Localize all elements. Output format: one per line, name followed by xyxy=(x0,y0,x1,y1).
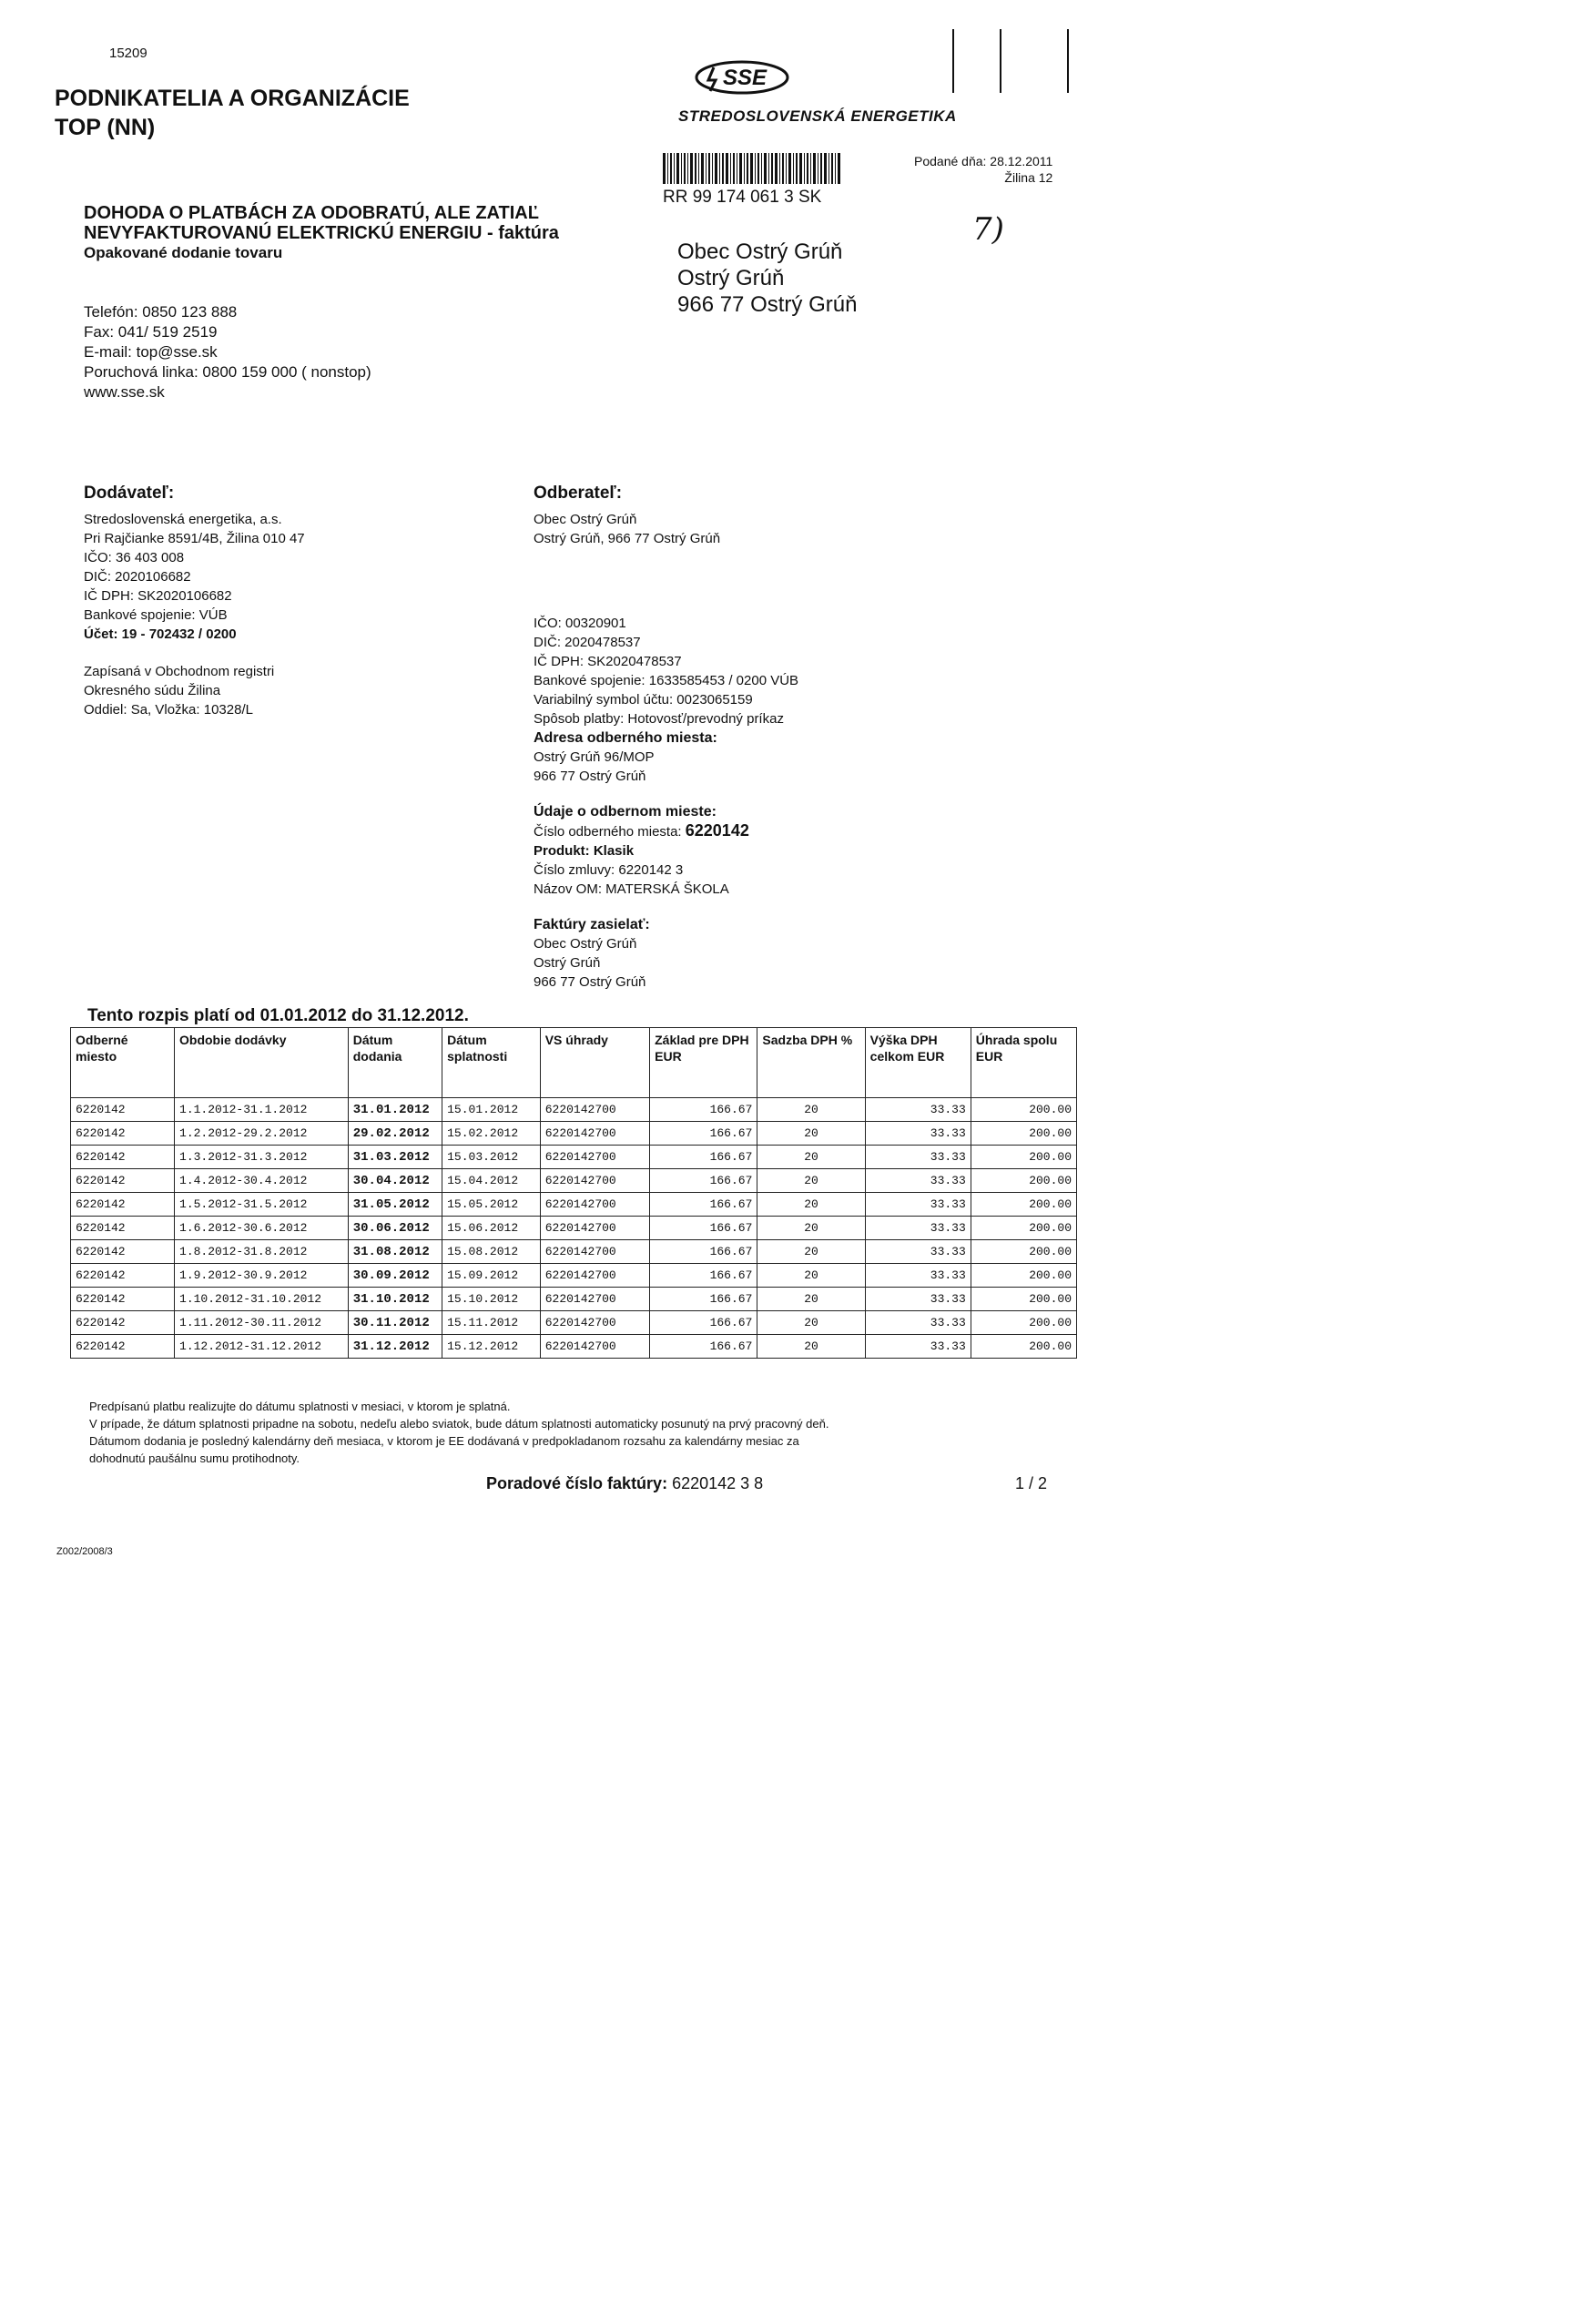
corner-mark xyxy=(1067,29,1069,93)
table-cell: 6220142700 xyxy=(540,1098,649,1122)
table-cell: 6220142 xyxy=(71,1288,175,1311)
supplier-ico: IČO: 36 403 008 xyxy=(84,550,185,565)
barcode-icon xyxy=(663,153,841,184)
handwritten-mark: 7) xyxy=(972,211,1004,248)
sse-logo xyxy=(692,56,792,103)
table-cell: 1.5.2012-31.5.2012 xyxy=(175,1193,349,1217)
contact-web: www.sse.sk xyxy=(84,383,165,401)
table-cell: 30.06.2012 xyxy=(348,1217,442,1240)
table-cell: 6220142 xyxy=(71,1193,175,1217)
column-header: Obdobie dodávky xyxy=(175,1028,349,1098)
segment-title-line1: PODNIKATELIA A ORGANIZÁCIE xyxy=(55,86,410,111)
table-cell: 6220142700 xyxy=(540,1240,649,1264)
table-cell: 200.00 xyxy=(971,1264,1076,1288)
table-cell: 30.09.2012 xyxy=(348,1264,442,1288)
table-cell: 6220142700 xyxy=(540,1169,649,1193)
table-cell: 20 xyxy=(757,1122,865,1146)
page-indicator: 1 / 2 xyxy=(1015,1474,1048,1492)
table-cell: 6220142 xyxy=(71,1098,175,1122)
supplier-account: Účet: 19 - 702432 / 0200 xyxy=(84,626,237,642)
table-cell: 20 xyxy=(757,1264,865,1288)
table-cell: 6220142700 xyxy=(540,1193,649,1217)
supplier-address: Pri Rajčianke 8591/4B, Žilina 010 47 xyxy=(84,531,305,546)
table-cell: 1.10.2012-31.10.2012 xyxy=(175,1288,349,1311)
table-cell: 30.11.2012 xyxy=(348,1311,442,1335)
document-number: 15209 xyxy=(109,46,147,61)
table-cell: 15.09.2012 xyxy=(442,1264,541,1288)
table-cell: 30.04.2012 xyxy=(348,1169,442,1193)
submitted-stamp xyxy=(914,153,1052,186)
table-row xyxy=(71,1122,1077,1146)
document-heading xyxy=(84,203,559,263)
supplier-dic: DIČ: 2020106682 xyxy=(84,569,191,585)
product-label: Produkt: xyxy=(534,843,590,859)
submitted-place: Žilina 12 xyxy=(1004,170,1053,185)
column-header: Sadzba DPH % xyxy=(757,1028,865,1098)
table-cell: 15.11.2012 xyxy=(442,1311,541,1335)
submitted-date: Podané dňa: 28.12.2011 xyxy=(914,154,1053,168)
table-cell: 6220142700 xyxy=(540,1264,649,1288)
column-header: Výška DPH celkom EUR xyxy=(865,1028,971,1098)
table-cell: 31.03.2012 xyxy=(348,1146,442,1169)
customer-ico: IČO: 00320901 xyxy=(534,616,626,631)
contact-block xyxy=(84,302,371,402)
table-row xyxy=(71,1264,1077,1288)
table-cell: 166.67 xyxy=(650,1335,757,1359)
table-cell: 166.67 xyxy=(650,1217,757,1240)
customer-dic: DIČ: 2020478537 xyxy=(534,635,641,650)
sse-logo-icon xyxy=(692,56,792,98)
table-row xyxy=(71,1335,1077,1359)
column-header: Dátum splatnosti xyxy=(442,1028,541,1098)
table-cell: 33.33 xyxy=(865,1146,971,1169)
table-cell: 6220142 xyxy=(71,1335,175,1359)
customer-payment-method: Spôsob platby: Hotovosť/prevodný príkaz xyxy=(534,711,784,727)
table-cell: 1.3.2012-31.3.2012 xyxy=(175,1146,349,1169)
table-cell: 20 xyxy=(757,1217,865,1240)
table-cell: 200.00 xyxy=(971,1335,1076,1359)
table-cell: 200.00 xyxy=(971,1288,1076,1311)
customer-block xyxy=(534,483,798,992)
invoice-send-line3: 966 77 Ostrý Grúň xyxy=(534,974,646,990)
table-cell: 1.12.2012-31.12.2012 xyxy=(175,1335,349,1359)
form-code: Z002/2008/3 xyxy=(56,1546,113,1557)
logo-text: SSE xyxy=(722,66,768,90)
delivery-point-name: Názov OM: MATERSKÁ ŠKOLA xyxy=(534,881,729,897)
table-cell: 200.00 xyxy=(971,1122,1076,1146)
table-cell: 166.67 xyxy=(650,1264,757,1288)
table-cell: 1.8.2012-31.8.2012 xyxy=(175,1240,349,1264)
table-cell: 15.02.2012 xyxy=(442,1122,541,1146)
customer-variable-symbol: Variabilný symbol účtu: 0023065159 xyxy=(534,692,753,708)
table-cell: 15.10.2012 xyxy=(442,1288,541,1311)
contact-hotline: Poruchová linka: 0800 159 000 ( nonstop) xyxy=(84,363,371,381)
customer-name: Obec Ostrý Grúň xyxy=(534,512,637,527)
table-cell: 15.08.2012 xyxy=(442,1240,541,1264)
column-header: Základ pre DPH EUR xyxy=(650,1028,757,1098)
barcode xyxy=(663,153,841,188)
column-header: Úhrada spolu EUR xyxy=(971,1028,1076,1098)
column-header: VS úhrady xyxy=(540,1028,649,1098)
table-cell: 31.08.2012 xyxy=(348,1240,442,1264)
supplier-heading: Dodávateľ: xyxy=(84,484,175,503)
invoice-send-line2: Ostrý Grúň xyxy=(534,955,601,971)
table-cell: 6220142 xyxy=(71,1169,175,1193)
table-cell: 20 xyxy=(757,1098,865,1122)
table-cell: 29.02.2012 xyxy=(348,1122,442,1146)
product-row xyxy=(534,841,798,861)
table-cell: 6220142700 xyxy=(540,1122,649,1146)
table-cell: 33.33 xyxy=(865,1335,971,1359)
table-cell: 33.33 xyxy=(865,1217,971,1240)
table-cell: 1.1.2012-31.1.2012 xyxy=(175,1098,349,1122)
table-cell: 15.05.2012 xyxy=(442,1193,541,1217)
customer-bank: Bankové spojenie: 1633585453 / 0200 VÚB xyxy=(534,673,799,688)
table-cell: 1.4.2012-30.4.2012 xyxy=(175,1169,349,1193)
delivery-point-number-row xyxy=(534,821,798,841)
note-line3: Dátumom dodania je posledný kalendárny deň mesiaca, v ktorom je EE dodávaná v predpokladanom rozsahu za kalendárny mesiac za xyxy=(89,1434,799,1448)
table-cell: 6220142 xyxy=(71,1240,175,1264)
table-cell: 20 xyxy=(757,1240,865,1264)
table-row xyxy=(71,1217,1077,1240)
schedule-rows xyxy=(71,1098,1077,1359)
contract-number: Číslo zmluvy: 6220142 3 xyxy=(534,862,684,878)
table-row xyxy=(71,1193,1077,1217)
company-name: STREDOSLOVENSKÁ ENERGETIKA xyxy=(678,107,957,125)
table-cell: 33.33 xyxy=(865,1193,971,1217)
customer-ic-dph: IČ DPH: SK2020478537 xyxy=(534,654,682,669)
table-cell: 6220142700 xyxy=(540,1146,649,1169)
table-cell: 6220142700 xyxy=(540,1335,649,1359)
table-header-row xyxy=(71,1028,1077,1098)
table-cell: 33.33 xyxy=(865,1311,971,1335)
table-cell: 31.12.2012 xyxy=(348,1335,442,1359)
delivery-point-number-label: Číslo odberného miesta: xyxy=(534,824,682,840)
table-cell: 166.67 xyxy=(650,1240,757,1264)
payment-notes xyxy=(89,1398,1054,1467)
table-cell: 15.06.2012 xyxy=(442,1217,541,1240)
table-cell: 20 xyxy=(757,1193,865,1217)
segment-title xyxy=(55,84,410,142)
table-cell: 31.01.2012 xyxy=(348,1098,442,1122)
supplier-block xyxy=(84,483,305,719)
customer-address: Ostrý Grúň, 966 77 Ostrý Grúň xyxy=(534,531,721,546)
supplier-registry-line1: Zapísaná v Obchodnom registri xyxy=(84,664,275,679)
delivery-address-line2: 966 77 Ostrý Grúň xyxy=(534,769,646,784)
contact-phone: Telefón: 0850 123 888 xyxy=(84,303,238,321)
table-cell: 6220142 xyxy=(71,1311,175,1335)
table-cell: 33.33 xyxy=(865,1264,971,1288)
heading-line2: NEVYFAKTUROVANÚ ELEKTRICKÚ ENERGIU - faktúra xyxy=(84,223,559,243)
table-cell: 200.00 xyxy=(971,1098,1076,1122)
table-cell: 166.67 xyxy=(650,1311,757,1335)
table-row xyxy=(71,1169,1077,1193)
table-cell: 20 xyxy=(757,1335,865,1359)
table-cell: 6220142700 xyxy=(540,1217,649,1240)
recipient-line2: Ostrý Grúň xyxy=(677,266,785,290)
product-value: Klasik xyxy=(593,843,635,859)
heading-subtitle: Opakované dodanie tovaru xyxy=(84,244,283,261)
table-cell: 200.00 xyxy=(971,1193,1076,1217)
table-cell: 6220142 xyxy=(71,1217,175,1240)
table-cell: 31.10.2012 xyxy=(348,1288,442,1311)
invoice-sequence xyxy=(486,1474,763,1493)
table-cell: 6220142700 xyxy=(540,1288,649,1311)
table-cell: 200.00 xyxy=(971,1169,1076,1193)
table-cell: 33.33 xyxy=(865,1098,971,1122)
table-cell: 1.11.2012-30.11.2012 xyxy=(175,1311,349,1335)
table-row xyxy=(71,1240,1077,1264)
corner-mark xyxy=(1000,29,1001,93)
table-cell: 166.67 xyxy=(650,1098,757,1122)
invoice-sequence-label: Poradové číslo faktúry: xyxy=(486,1474,668,1492)
table-cell: 166.67 xyxy=(650,1122,757,1146)
supplier-registry-line3: Oddiel: Sa, Vložka: 10328/L xyxy=(84,702,253,718)
table-cell: 1.6.2012-30.6.2012 xyxy=(175,1217,349,1240)
schedule-validity: Tento rozpis platí od 01.01.2012 do 31.12.2012. xyxy=(87,1006,469,1025)
delivery-address-heading: Adresa odberného miesta: xyxy=(534,730,717,746)
table-cell: 20 xyxy=(757,1169,865,1193)
table-row xyxy=(71,1098,1077,1122)
note-line2: V prípade, že dátum splatnosti pripadne na sobotu, nedeľu alebo sviatok, bude dátum splatnosti automaticky posunutý na prvý pracovný deň. xyxy=(89,1417,829,1431)
recipient-line1: Obec Ostrý Grúň xyxy=(677,239,843,264)
table-cell: 200.00 xyxy=(971,1217,1076,1240)
delivery-address-line1: Ostrý Grúň 96/MOP xyxy=(534,749,655,765)
contact-fax: Fax: 041/ 519 2519 xyxy=(84,323,218,341)
note-line4: dohodnutú paušálnu sumu protihodnoty. xyxy=(89,1451,300,1465)
table-row xyxy=(71,1311,1077,1335)
table-cell: 166.67 xyxy=(650,1288,757,1311)
invoice-send-heading: Faktúry zasielať: xyxy=(534,917,650,932)
table-cell: 6220142 xyxy=(71,1122,175,1146)
delivery-point-number: 6220142 xyxy=(685,821,749,840)
invoice-send-line1: Obec Ostrý Grúň xyxy=(534,936,637,952)
recipient-address xyxy=(677,239,857,318)
heading-line1: DOHODA O PLATBÁCH ZA ODOBRATÚ, ALE ZATIAĽ xyxy=(84,203,539,223)
table-cell: 15.01.2012 xyxy=(442,1098,541,1122)
table-cell: 20 xyxy=(757,1146,865,1169)
contact-email: E-mail: top@sse.sk xyxy=(84,343,218,361)
customer-heading: Odberateľ: xyxy=(534,484,623,503)
supplier-bank: Bankové spojenie: VÚB xyxy=(84,607,228,623)
table-cell: 6220142 xyxy=(71,1146,175,1169)
table-cell: 20 xyxy=(757,1288,865,1311)
supplier-registry-line2: Okresného súdu Žilina xyxy=(84,683,221,698)
supplier-name: Stredoslovenská energetika, a.s. xyxy=(84,512,282,527)
table-cell: 1.2.2012-29.2.2012 xyxy=(175,1122,349,1146)
registered-mail-number: RR 99 174 061 3 SK xyxy=(663,188,822,207)
table-cell: 200.00 xyxy=(971,1146,1076,1169)
table-cell: 20 xyxy=(757,1311,865,1335)
column-header: Odberné miesto xyxy=(71,1028,175,1098)
table-cell: 15.03.2012 xyxy=(442,1146,541,1169)
table-cell: 200.00 xyxy=(971,1311,1076,1335)
table-cell: 15.04.2012 xyxy=(442,1169,541,1193)
table-cell: 33.33 xyxy=(865,1122,971,1146)
invoice-sequence-value: 6220142 3 8 xyxy=(672,1474,764,1492)
recipient-line3: 966 77 Ostrý Grúň xyxy=(677,292,858,317)
supplier-ic-dph: IČ DPH: SK2020106682 xyxy=(84,588,232,604)
table-cell: 166.67 xyxy=(650,1169,757,1193)
table-cell: 6220142 xyxy=(71,1264,175,1288)
column-header: Dátum dodania xyxy=(348,1028,442,1098)
table-cell: 31.05.2012 xyxy=(348,1193,442,1217)
table-cell: 166.67 xyxy=(650,1146,757,1169)
table-cell: 166.67 xyxy=(650,1193,757,1217)
corner-mark xyxy=(952,29,954,93)
table-cell: 15.12.2012 xyxy=(442,1335,541,1359)
table-cell: 33.33 xyxy=(865,1169,971,1193)
table-cell: 6220142700 xyxy=(540,1311,649,1335)
segment-title-line2: TOP (NN) xyxy=(55,115,156,140)
table-row xyxy=(71,1288,1077,1311)
payment-schedule-table xyxy=(70,1027,1077,1359)
table-cell: 33.33 xyxy=(865,1288,971,1311)
table-cell: 1.9.2012-30.9.2012 xyxy=(175,1264,349,1288)
table-cell: 200.00 xyxy=(971,1240,1076,1264)
table-row xyxy=(71,1146,1077,1169)
note-line1: Predpísanú platbu realizujte do dátumu splatnosti v mesiaci, v ktorom je splatná. xyxy=(89,1400,511,1413)
delivery-point-heading: Údaje o odbernom mieste: xyxy=(534,804,717,820)
table-cell: 33.33 xyxy=(865,1240,971,1264)
